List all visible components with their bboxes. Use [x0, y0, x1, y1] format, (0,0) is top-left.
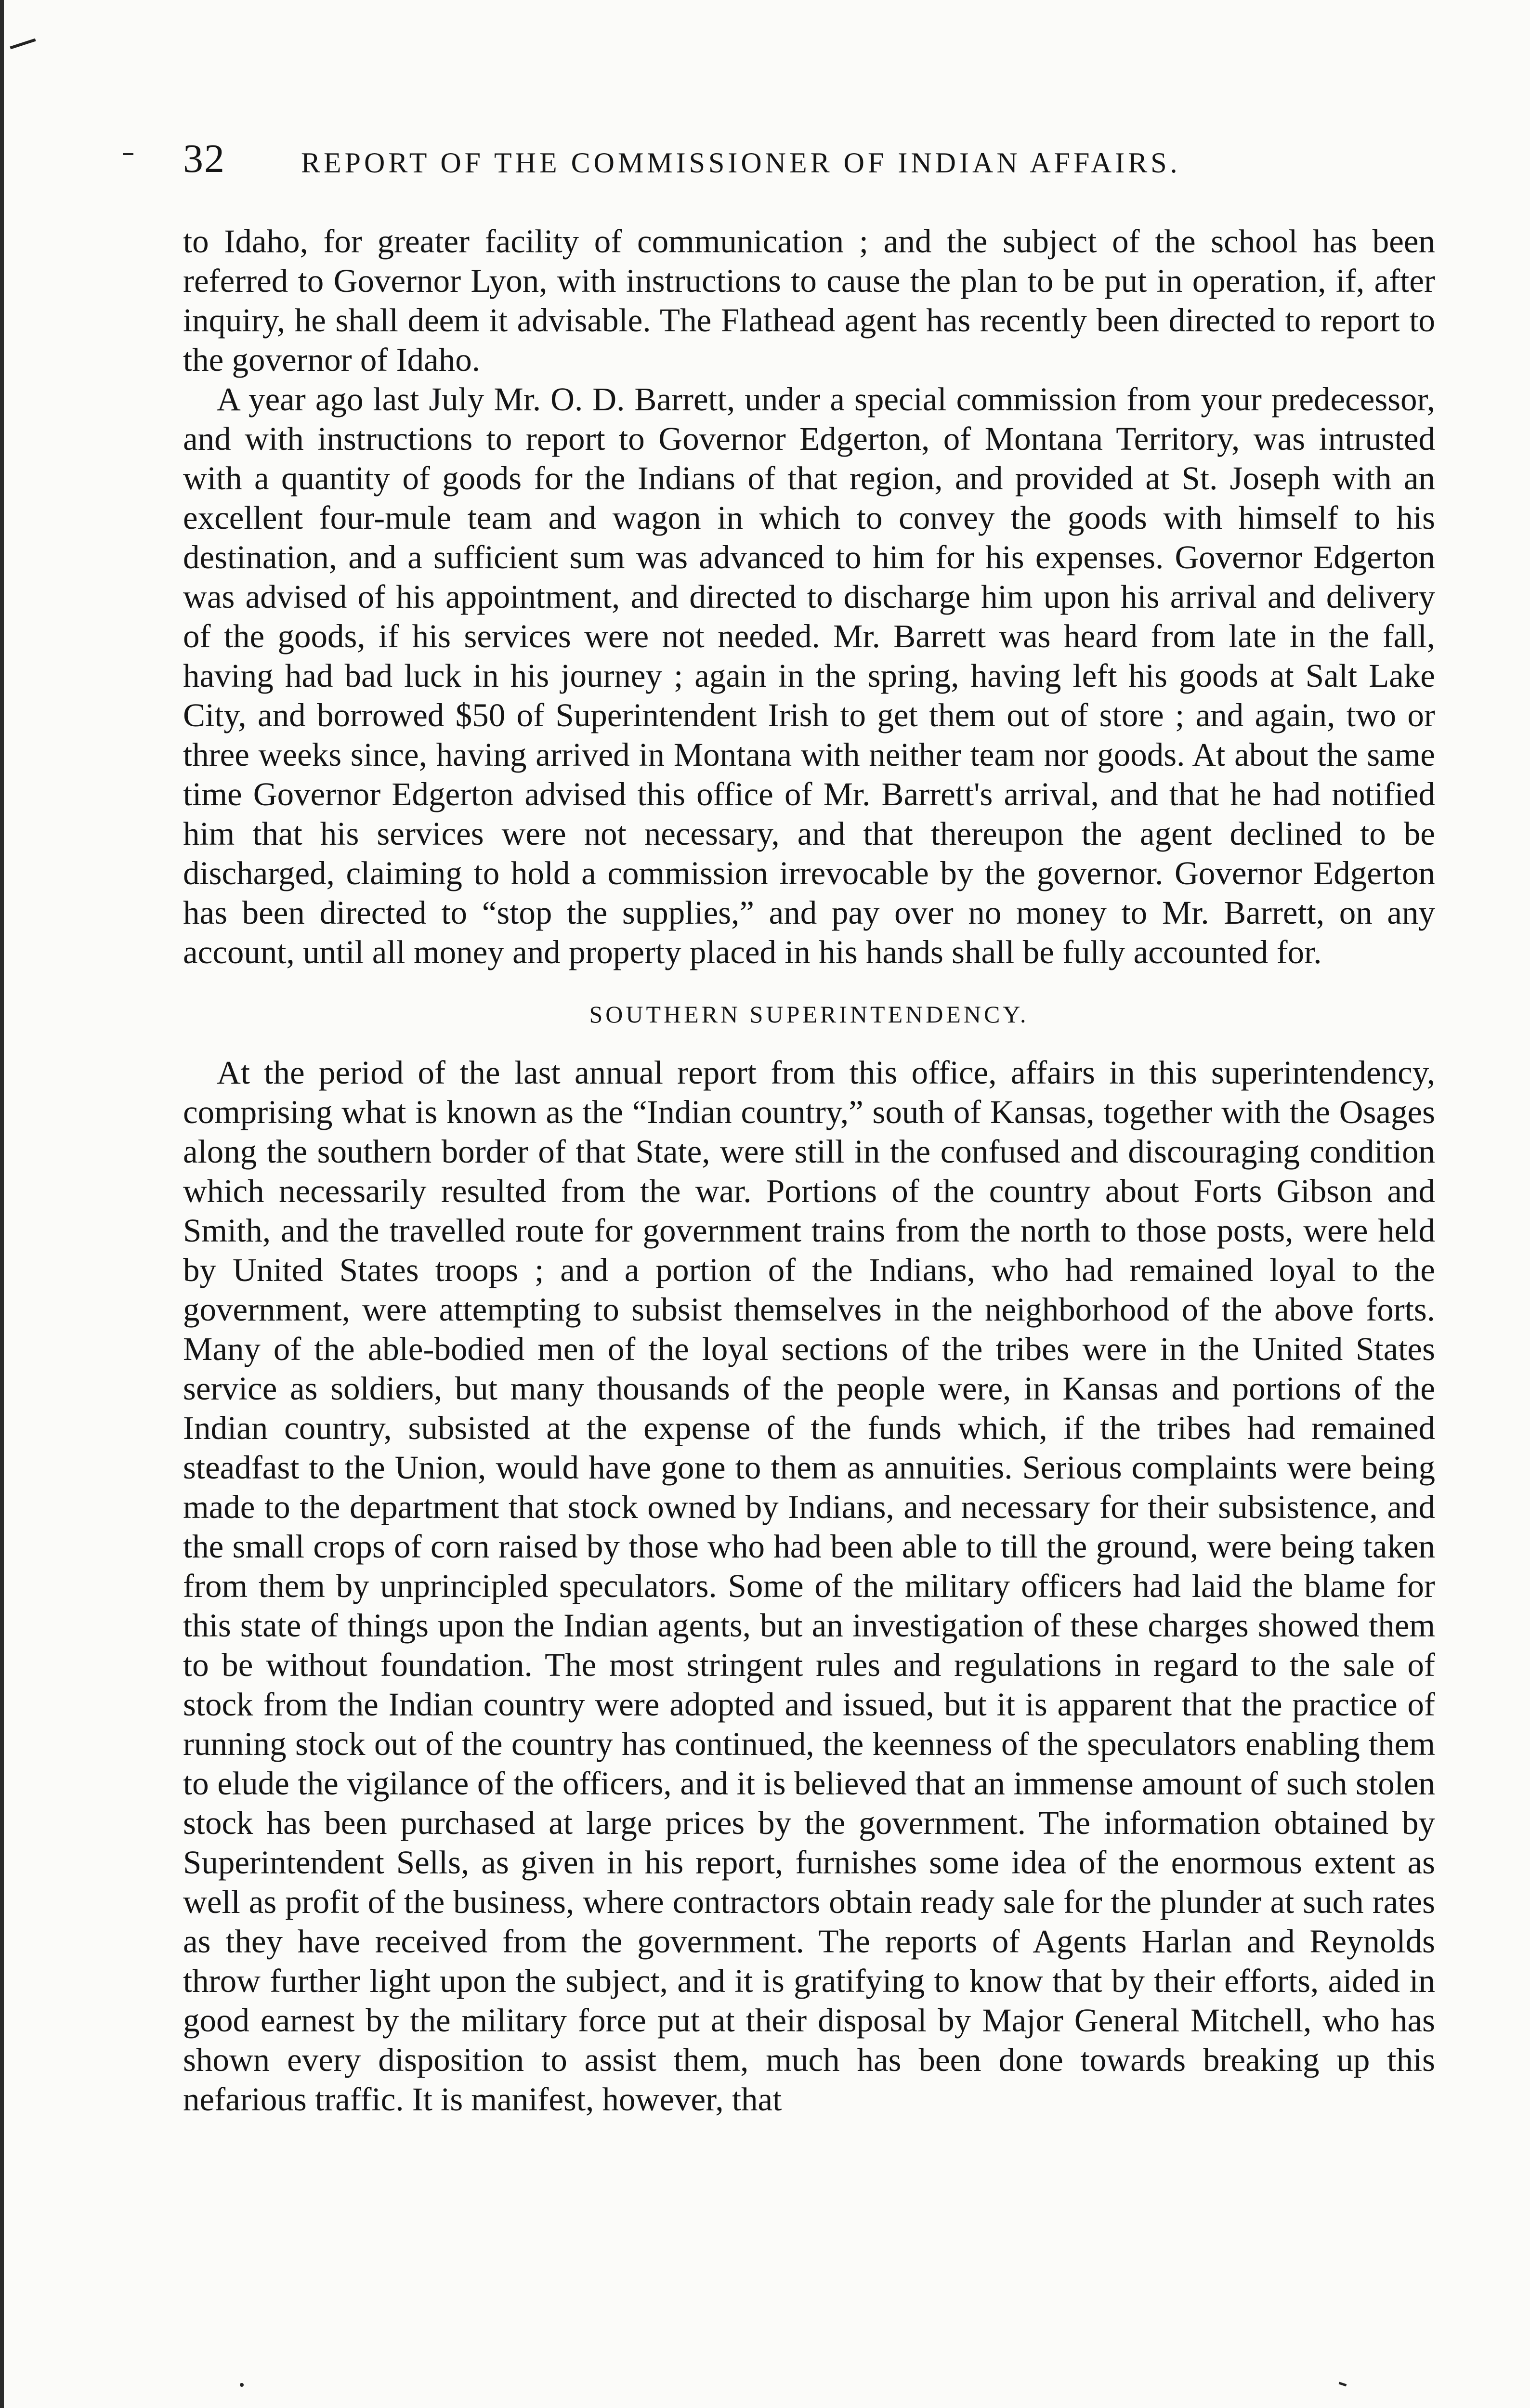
section-heading: SOUTHERN SUPERINTENDENCY. — [589, 1001, 1029, 1028]
body-text — [183, 222, 1435, 2119]
paragraph-southern-superintendency: At the period of the last annual report from this office, affairs in this superintendency, comprising what is known as the “Indian country,” south of Kansas, together with the Osages along the southern border of that State, were still in the confused and discouraging condition which necessarily resulted from the war. Portions of the country about Forts Gibson and Smith, and the travelled route for government trains from the north to those posts, were held by United States troops ; and a portion of the Indians, who had remained loyal to the government, were attempting to subsist themselves in the neighborhood of the above forts. Many of the able-bodied men of the loyal sections of the tribes were in the United States service as soldiers, but many thousands of the people were, in Kansas and portions of the Indian country, subsisted at the expense of the funds which, if the tribes had remained steadfast to the Union, would have gone to them as annuities. Serious complaints were being made to the department that stock owned by Indians, and necessary for their subsistence, and the small crops of corn raised by those who had been able to till the ground, were being taken from them by unprincipled speculators. Some of the military officers had laid the blame for this state of things upon the Indian agents, but an investigation of these charges showed them to be without foundation. The most stringent rules and regulations in regard to the sale of stock from the Indian country were adopted and issued, but it is apparent that the practice of running stock out of the country has continued, the keenness of the speculators enabling them to elude the vigilance of the officers, and it is believed that an immense amount of such stolen stock has been purchased at large prices by the government. The information obtained by Superintendent Sells, as given in his report, furnishes some idea of the enormous extent as well as profit of the business, where contractors obtain ready sale for the plunder at such rates as they have received from the government. The reports of Agents Harlan and Reynolds throw further light upon the subject, and it is gratifying to know that by their efforts, aided in good earnest by the military force put at their disposal by Major General Mitchell, who has shown every disposition to assist them, much has been done towards breaking up this nefarious traffic. It is manifest, however, that — [183, 1054, 1435, 2118]
page-number: 32 — [183, 136, 225, 181]
page-header — [173, 132, 1358, 185]
running-head: REPORT OF THE COMMISSIONER OF INDIAN AFFAIRS. — [301, 147, 1181, 179]
paragraph-continuation: to Idaho, for greater facility of communication ; and the subject of the school has been referred to Governor Lyon, with instructions to cause the plan to be put in operation, if, after inquiry, he shall deem it advisable. The Flathead agent has recently been directed to report to the governor of Idaho. — [183, 223, 1435, 378]
scan-mark-dot — [240, 2383, 244, 2387]
scan-mark-left — [123, 153, 133, 155]
scan-mark-top-left — [10, 39, 36, 50]
scan-mark-bottom-right — [1339, 2382, 1347, 2387]
page-edge-shadow — [0, 0, 4, 2408]
paragraph-barrett: A year ago last July Mr. O. D. Barrett, under a special commission from your predecessor, and with instructions to report to Governor Edgerton, of Montana Territory, was intrusted with a quantity of goods for the Indians of that region, and provided at St. Joseph with an excellent four-mule team and wagon in which to convey the goods with himself to his destination, and a sufficient sum was advanced to him for his expenses. Governor Edgerton was advised of his appointment, and directed to discharge him upon his arrival and delivery of the goods, if his services were not needed. Mr. Barrett was heard from late in the fall, having had bad luck in his journey ; again in the spring, having left his goods at Salt Lake City, and borrowed $50 of Superintendent Irish to get them out of store ; and again, two or three weeks since, having arrived in Montana with neither team nor goods. At about the same time Governor Edgerton advised this office of Mr. Barrett's arrival, and that he had notified him that his services were not necessary, and that thereupon the agent declined to be discharged, claiming to hold a commission irrevocable by the governor. Governor Edgerton has been directed to “stop the supplies,” and pay over no money to Mr. Barrett, on any account, until all money and property placed in his hands shall be fully accounted for. — [183, 381, 1435, 970]
